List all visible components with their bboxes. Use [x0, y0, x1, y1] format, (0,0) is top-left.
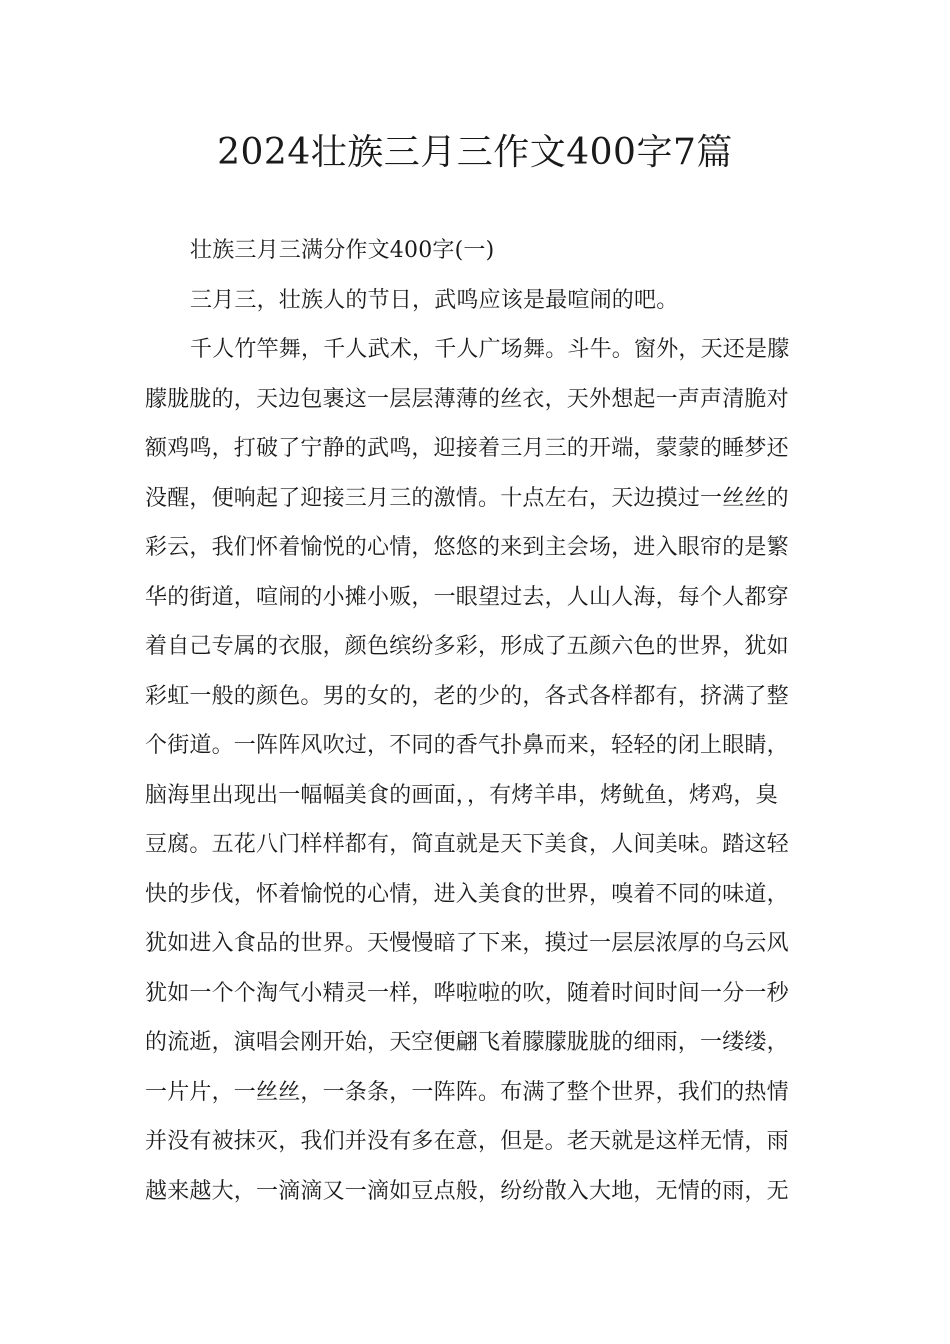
- paragraph-line: 豆腐。五花八门样样都有，简直就是天下美食，人间美味。踏这轻: [145, 832, 789, 857]
- paragraph-line: 千人竹竿舞，千人武术，千人广场舞。斗牛。窗外，天还是朦: [190, 337, 790, 362]
- paragraph-line: 额鸡鸣，打破了宁静的武鸣，迎接着三月三的开端，蒙蒙的睡梦还: [145, 436, 789, 461]
- paragraph-line: 快的步伐，怀着愉悦的心情，进入美食的世界，嗅着不同的味道，: [145, 881, 789, 907]
- main-paragraph: [145, 325, 815, 1216]
- paragraph-line: 彩虹一般的颜色。男的女的，老的少的，各式各样都有，挤满了整: [145, 683, 789, 709]
- paragraph-line: 没醒，便响起了迎接三月三的激情。十点左右，天边摸过一丝丝的: [145, 485, 789, 511]
- paragraph-line: 着自己专属的衣服，颜色缤纷多彩，形成了五颜六色的世界，犹如: [145, 634, 789, 659]
- document-title: 2024壮族三月三作文400字7篇: [217, 132, 733, 173]
- paragraph-line: 脑海里出现出一幅幅美食的画面，，有烤羊串，烤鱿鱼，烤鸡，臭: [145, 782, 778, 808]
- paragraph-line: 朦胧胧的，天边包裹这一层层薄薄的丝衣，天外想起一声声清脆对: [145, 386, 789, 412]
- paragraph-line: 一片片，一丝丝，一条条，一阵阵。布满了整个世界，我们的热情: [145, 1079, 789, 1105]
- paragraph-line: 的流逝，演唱会刚开始，天空便翩飞着朦朦胧胧的细雨，一缕缕，: [145, 1030, 789, 1055]
- paragraph-line: 个街道。一阵阵风吹过，不同的香气扑鼻而来，轻轻的闭上眼睛，: [145, 733, 789, 758]
- paragraph-line: 华的街道，喧闹的小摊小贩，一眼望过去，人山人海，每个人都穿: [145, 584, 789, 610]
- paragraph-line: 彩云，我们怀着愉悦的心情，悠悠的来到主会场，进入眼帘的是繁: [145, 535, 789, 560]
- paragraph-line: 犹如一个个淘气小精灵一样，哗啦啦的吹，随着时间时间一分一秒: [145, 980, 789, 1006]
- paragraph-line: 并没有被抹灭，我们并没有多在意，但是。老天就是这样无情，雨: [145, 1129, 789, 1154]
- paragraph-line: 越来越大，一滴滴又一滴如豆点般，纷纷散入大地，无情的雨，无: [145, 1178, 789, 1204]
- document-body: [145, 226, 815, 1216]
- intro-paragraph: 三月三，壮族人的节日，武鸣应该是最喧闹的吧。: [190, 287, 679, 313]
- essay-subheading: 壮族三月三满分作文400字(一): [190, 238, 495, 263]
- paragraph-line: 犹如进入食品的世界。天慢慢暗了下来，摸过一层层浓厚的乌云风: [145, 931, 789, 956]
